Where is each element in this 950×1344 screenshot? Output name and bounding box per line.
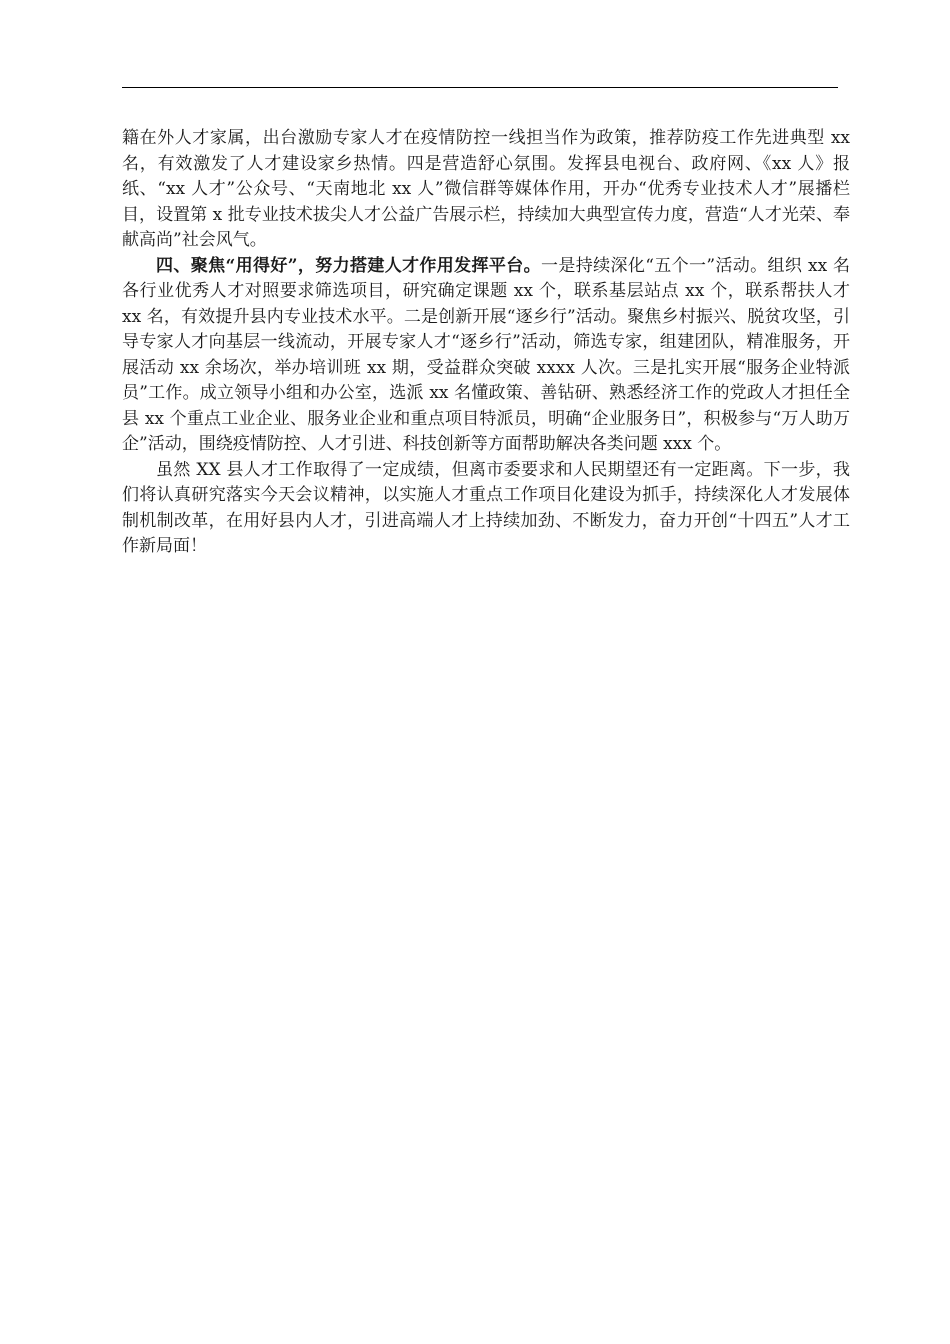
paragraph-3-text: 虽然 XX 县人才工作取得了一定成绩，但离市委要求和人民期望还有一定距离。下一步，我们将认真研究落实今天会议精神，以实施人才重点工作项目化建设为抓手，持续深化人才发展体制机制改革，在用好县内人才，引进高端人才上持续加劲、不断发力，奋力开创“十四五”人才工作新局面！ bbox=[122, 459, 850, 556]
paragraph-3 bbox=[122, 458, 850, 560]
document-body bbox=[122, 126, 850, 560]
section-heading-four: 四、聚焦“用得好”，努力搭建人才作用发挥平台。 bbox=[156, 255, 542, 276]
paragraph-2-text: 一是持续深化“五个一”活动。组织 xx 名各行业优秀人才对照要求筛选项目，研究确定课题 xx 个，联系基层站点 xx 个，联系帮扶人才 xx 名，有效提升县内专业技术水平。二是创新开展“逐乡行”活动。聚焦乡村振兴、脱贫攻坚，引导专家人才向基层一线流动，开展专家人才“逐乡行”活动，筛选专家，组建团队，精准服务，开展活动 xx 余场次，举办培训班 xx 期，受益群众突破 xxxx 人次。三是扎实开展“服务企业特派员”工作。成立领导小组和办公室，选派 xx 名懂政策、善钻研、熟悉经济工作的党政人才担任全县 xx 个重点工业企业、服务业企业和重点项目特派员，明确“企业服务日”，积极参与“万人助万企”活动，围绕疫情防控、人才引进、科技创新等方面帮助解决各类问题 xxx 个。 bbox=[122, 255, 850, 454]
paragraph-2 bbox=[122, 254, 850, 458]
paragraph-1-text: 籍在外人才家属，出台激励专家人才在疫情防控一线担当作为政策，推荐防疫工作先进典型 xx 名，有效激发了人才建设家乡热情。四是营造舒心氛围。发挥县电视台、政府网、《xx 人》报纸、“xx 人才”公众号、“天南地北 xx 人”微信群等媒体作用，开办“优秀专业技术人才”展播栏目，设置第 x 批专业技术拔尖人才公益广告展示栏，持续加大典型宣传力度，营造“人才光荣、奉献高尚”社会风气。 bbox=[122, 128, 850, 250]
paragraph-1 bbox=[122, 126, 850, 254]
header-rule bbox=[122, 87, 838, 88]
